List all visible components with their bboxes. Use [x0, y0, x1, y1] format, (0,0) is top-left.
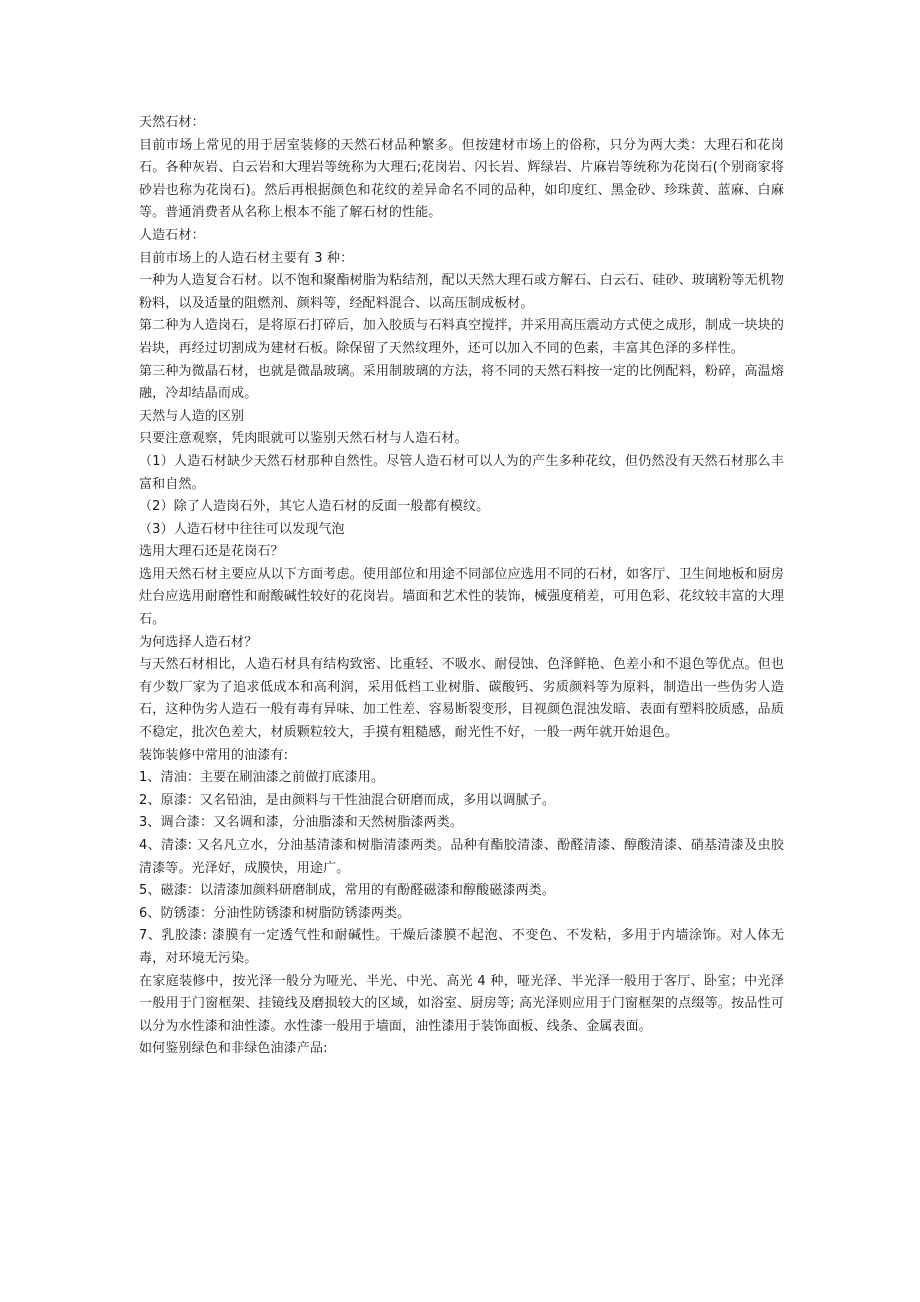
heading-why-artificial: 为何选择人造石材？ [139, 634, 258, 650]
list-item-paint-7: 7、乳胶漆: 漆膜有一定透气性和耐碱性。干燥后漆膜不起泡、不变色、不发粘，多用于内墙涂饰。对人体无毒，对环境无污染。 [139, 928, 784, 966]
paragraph-selection: 选用天然石材主要应从以下方面考虑。使用部位和用途不同部位应选用不同的石材，如客厅、卫生间地板和厨房灶台应选用耐磨性和耐酸碱性较好的花岗岩。墙面和艺术性的装饰，械强度稍差，可用色彩、花纹较丰富的大理石。 [139, 566, 784, 628]
paragraph-gloss-types: 在家庭装修中，按光泽一般分为哑光、半光、中光、高光 4 种，哑光泽、半光泽一般用于客厅、卧室；中光泽一般用于门窗框架、挂镜线及磨损较大的区域，如浴室、厨房等; 高光泽则应用于门窗框架的点缀等。按品性可以分为水性漆和油性漆。水性漆一般用于墙面，油性漆用于装饰面板、线条、金属表面。 [139, 973, 784, 1034]
heading-artificial-stone: 人造石材： [139, 227, 205, 243]
list-item-paint-2: 2、原漆：又名铅油，是由颜料与干性油混合研磨而成，多用以调腻子。 [139, 792, 556, 808]
paragraph-artificial-granite: 第二种为人造岗石，是将原石打碎后，加入胶质与石料真空搅拌，并采用高压震动方式使之成形，制成一块块的岩块，再经过切割成为建材石板。除保留了天然纹理外，还可以加入不同的色素，丰富其色泽的多样性。 [139, 318, 784, 356]
paragraph-natural-stone: 目前市场上常见的用于居室装修的天然石材品种繁多。但按建材市场上的俗称，只分为两大类：大理石和花岗石。各种灰岩、白云岩和大理岩等统称为大理石;花岗岩、闪长岩、辉绿岩、片麻岩等统称为花岗石(个别商家将砂岩也称为花岗石)。然后再根据颜色和花纹的差异命名不同的品种，如印度红、黑金砂、珍珠黄、蓝麻、白麻等。普通消费者从名称上根本不能了解石材的性能。 [139, 137, 784, 221]
list-item-paint-3: 3、调合漆：又名调和漆，分油脂漆和天然树脂漆两类。 [139, 815, 464, 831]
list-item-paint-4: 4、清漆: 又名凡立水，分油基清漆和树脂清漆两类。品种有酯胶清漆、酚醛清漆、醇酸清漆、硝基清漆及虫胶清漆等。光泽好，成膜快，用途广。 [139, 838, 784, 876]
list-item-difference-3: （3）人造石材中往往可以发现气泡 [139, 521, 345, 537]
paragraph-microcrystal-stone: 第三种为微晶石材，也就是微晶玻璃。采用制玻璃的方法，将不同的天然石料按一定的比例配料，粉碎，高温熔融，冷却结晶而成。 [139, 363, 784, 402]
document-body [139, 112, 784, 1061]
heading-difference: 天然与人造的区别 [139, 408, 245, 424]
paragraph-why-artificial: 与天然石材相比，人造石材具有结构致密、比重轻、不吸水、耐侵蚀、色泽鲜艳、色差小和不退色等优点。但也有少数厂家为了追求低成本和高利润，采用低档工业树脂、碳酸钙、劣质颜料等为原料，制造出一些伪劣人造石，这种伪劣人造石一般有毒有异味、加工性差、容易断裂变形，目视颜色混浊发暗、表面有塑料胶质感，品质不稳定，批次色差大，材质颗粒较大，手摸有粗糙感，耐光性不好，一般一两年就开始退色。 [139, 657, 784, 741]
list-item-difference-1: （1）人造石材缺少天然石材那种自然性。尽管人造石材可以人为的产生多种花纹，但仍然没有天然石材那么丰富和自然。 [139, 453, 784, 492]
list-item-paint-5: 5、磁漆：以清漆加颜料研磨制成，常用的有酚醛磁漆和醇酸磁漆两类。 [139, 883, 556, 899]
heading-common-paints: 装饰装修中常用的油漆有: [139, 747, 289, 763]
paragraph-artificial-types-intro: 目前市场上的人造石材主要有 3 种： [139, 250, 354, 266]
paragraph-composite-stone: 一种为人造复合石材。以不饱和聚酯树脂为粘结剂，配以天然大理石或方解石、白云石、硅砂、玻璃粉等无机物粉料，以及适量的阻燃剂、颜料等，经配料混合、以高压制成板材。 [139, 273, 784, 311]
heading-green-paint: 如何鉴别绿色和非绿色油漆产品: [139, 1041, 328, 1057]
paragraph-observe: 只要注意观察，凭肉眼就可以鉴别天然石材与人造石材。 [139, 431, 468, 447]
heading-marble-or-granite: 选用大理石还是花岗石？ [139, 544, 284, 560]
list-item-difference-2: （2）除了人造岗石外，其它人造石材的反面一般都有模纹。 [139, 499, 490, 515]
list-item-paint-1: 1、清油：主要在刷油漆之前做打底漆用。 [139, 770, 385, 786]
heading-natural-stone: 天然石材： [139, 115, 205, 130]
list-item-paint-6: 6、防锈漆：分油性防锈漆和树脂防锈漆两类。 [139, 905, 411, 921]
